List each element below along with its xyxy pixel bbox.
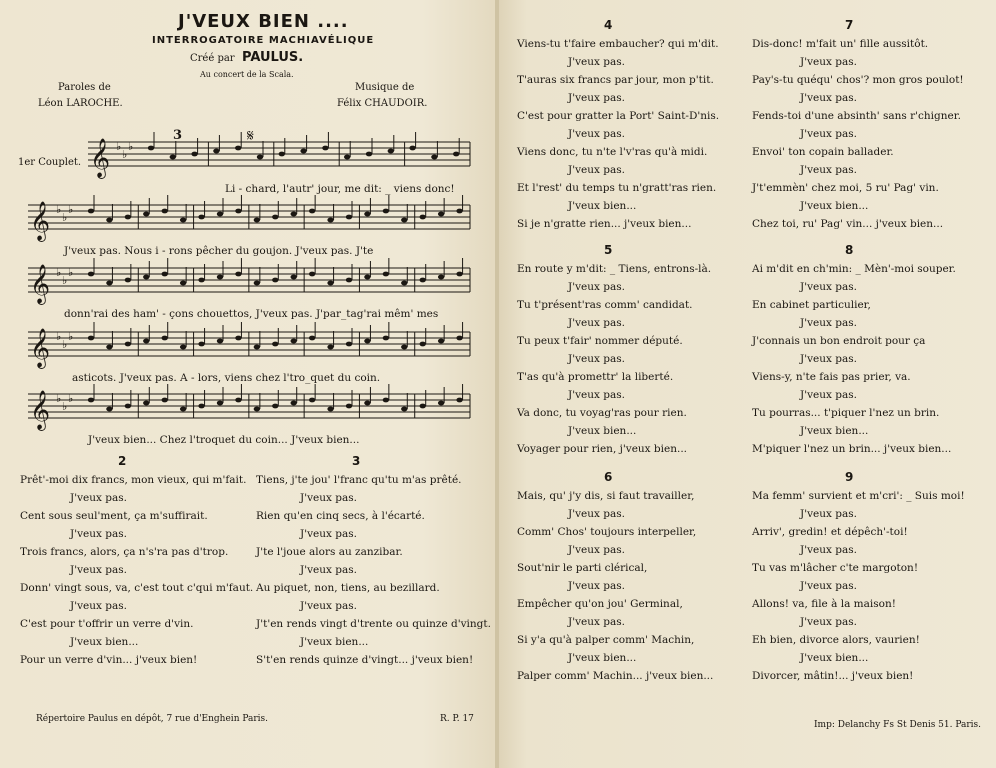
note-head xyxy=(257,155,263,160)
note-head xyxy=(401,281,407,286)
verse-line: Si je n'gratte rien... j'veux bien... xyxy=(517,218,692,230)
note-head xyxy=(322,146,328,151)
refrain-line: J'veux pas. xyxy=(568,580,625,592)
note-head xyxy=(180,218,186,223)
refrain-line: J'veux bien... xyxy=(800,425,869,437)
note-head xyxy=(364,212,370,217)
note-head xyxy=(106,407,112,412)
treble-clef: 𝄞 xyxy=(30,264,51,304)
note-head xyxy=(279,152,285,157)
note-head xyxy=(309,336,315,341)
refrain-line: J'veux pas. xyxy=(70,600,127,612)
refrain-line: J'veux pas. xyxy=(800,616,857,628)
refrain-line: J'veux pas. xyxy=(568,164,625,176)
verse-line: Envoi' ton copain ballader. xyxy=(752,146,894,158)
verse-line: M'piquer l'nez un brin... j'veux bien... xyxy=(752,443,952,455)
refrain-line: J'veux pas. xyxy=(568,616,625,628)
note-head xyxy=(180,407,186,412)
note-head xyxy=(383,209,389,214)
verse-line: Divorcer, mâtin!... j'veux bien! xyxy=(752,670,914,682)
verse-line: J'te l'joue alors au zanzibar. xyxy=(256,546,403,558)
verse-line: C'est pour gratter la Port' Saint-D'nis. xyxy=(517,110,720,122)
flat-sign: ♭ xyxy=(68,266,74,279)
flat-sign: ♭ xyxy=(56,392,62,405)
note-head xyxy=(291,275,297,280)
note-head xyxy=(383,336,389,341)
note-head xyxy=(346,404,352,409)
flat-sign: ♭ xyxy=(68,392,74,405)
verse-line: Pay's-tu quéqu' chos'? mon gros poulot! xyxy=(752,74,964,86)
verse-line: S't'en rends quinze d'vingt... j'veux bien! xyxy=(256,654,474,666)
note-head xyxy=(453,152,459,157)
verse-line: Allons! va, file à la maison! xyxy=(752,598,896,610)
note-head xyxy=(272,404,278,409)
refrain-line: J'veux pas. xyxy=(300,528,357,540)
verse-line: Pour un verre d'vin... j'veux bien! xyxy=(20,654,198,666)
note-head xyxy=(217,401,223,406)
verse-line: Ai m'dit en ch'min: _ Mèn'-moi souper. xyxy=(752,263,956,275)
measure-number: 3 xyxy=(173,128,183,143)
note-head xyxy=(213,149,219,154)
note-head xyxy=(364,275,370,280)
score-lyric-line: Li - chard, l'autr' jour, me dit: _ viens donc! xyxy=(225,183,455,195)
note-head xyxy=(88,209,94,214)
verse-line: Donn' vingt sous, va, c'est tout c'qui m'faut. xyxy=(20,582,254,594)
refrain-line: J'veux pas. xyxy=(70,528,127,540)
refrain-line: J'veux pas. xyxy=(568,508,625,520)
verse-number: 9 xyxy=(845,470,854,484)
song-subtitle: INTERROGATOIRE MACHIAVÉLIQUE xyxy=(152,35,375,46)
note-head xyxy=(235,336,241,341)
note-head xyxy=(125,278,131,283)
verse-line: En cabinet particulier, xyxy=(752,299,871,311)
verse-number: 5 xyxy=(604,243,613,257)
note-head xyxy=(401,218,407,223)
note-head xyxy=(291,401,297,406)
verse-line: Et l'rest' du temps tu n'gratt'ras rien. xyxy=(517,182,717,194)
note-head xyxy=(125,215,131,220)
note-head xyxy=(272,342,278,347)
refrain-line: J'veux pas. xyxy=(70,492,127,504)
verse-line: Palper comm' Machin... j'veux bien... xyxy=(517,670,714,682)
flat-sign: ♭ xyxy=(62,274,68,287)
music-score xyxy=(0,0,497,460)
note-head xyxy=(254,345,260,350)
note-head xyxy=(106,345,112,350)
refrain-line: J'veux bien... xyxy=(800,200,869,212)
note-head xyxy=(309,398,315,403)
note-head xyxy=(198,404,204,409)
verse-line: Tu peux t'fair' nommer député. xyxy=(517,335,683,347)
verse-line: Arriv', gredin! et dépêch'-toi! xyxy=(752,526,908,538)
refrain-line: J'veux bien... xyxy=(70,636,139,648)
verse-line: Tu pourras... t'piquer l'nez un brin. xyxy=(752,407,940,419)
note-head xyxy=(272,278,278,283)
verse-line: Dis-donc! m'fait un' fille aussitôt. xyxy=(752,38,929,50)
note-head xyxy=(364,401,370,406)
refrain-line: J'veux bien... xyxy=(568,652,637,664)
note-head xyxy=(383,272,389,277)
refrain-line: J'veux pas. xyxy=(568,317,625,329)
refrain-line: J'veux pas. xyxy=(568,56,625,68)
note-head xyxy=(191,152,197,157)
score-lyric-line: donn'rai des ham' - çons chouettos, J'veux pas. J'par_tag'rai mêm' mes xyxy=(64,308,439,320)
flat-sign: ♭ xyxy=(128,140,134,153)
note-head xyxy=(254,407,260,412)
note-head xyxy=(88,398,94,403)
note-head xyxy=(420,342,426,347)
note-head xyxy=(217,212,223,217)
note-head xyxy=(272,215,278,220)
treble-clef: 𝄞 xyxy=(90,138,111,178)
note-head xyxy=(162,209,168,214)
note-head xyxy=(162,398,168,403)
verse-line: En route y m'dit: _ Tiens, entrons-là. xyxy=(517,263,712,275)
composer: Félix CHAUDOIR. xyxy=(337,98,428,109)
refrain-line: J'veux pas. xyxy=(300,600,357,612)
note-head xyxy=(456,209,462,214)
verse-number: 3 xyxy=(352,454,361,468)
note-head xyxy=(438,275,444,280)
note-head xyxy=(420,404,426,409)
refrain-line: J'veux pas. xyxy=(800,281,857,293)
note-head xyxy=(125,342,131,347)
verse-line: Tiens, j'te jou' l'franc qu'tu m'as prêté. xyxy=(256,474,462,486)
note-head xyxy=(346,278,352,283)
note-head xyxy=(235,146,241,151)
couplet-label: 1er Couplet. xyxy=(18,157,82,168)
verse-line: Tu vas m'lâcher c'te margoton! xyxy=(752,562,919,574)
note-head xyxy=(309,209,315,214)
footer-publisher: Répertoire Paulus en dépôt, 7 rue d'Enghein Paris. xyxy=(36,714,269,724)
verse-line: Rien qu'en cinq secs, à l'écarté. xyxy=(256,510,425,522)
flat-sign: ♭ xyxy=(116,140,122,153)
verse-line: Au piquet, non, tiens, au bezillard. xyxy=(256,582,440,594)
note-head xyxy=(346,215,352,220)
refrain-line: J'veux pas. xyxy=(800,317,857,329)
verse-line: T'as qu'à promettr' la liberté. xyxy=(517,371,674,383)
note-head xyxy=(162,336,168,341)
note-head xyxy=(388,149,394,154)
score-lyric-line: J'veux bien... Chez l'troquet du coin... J'veux bien... xyxy=(88,434,360,446)
verse-line: Viens-y, n'te fais pas prier, va. xyxy=(752,371,911,383)
verse-line: Voyager pour rien, j'veux bien... xyxy=(517,443,687,455)
flat-sign: ♭ xyxy=(56,266,62,279)
footer-printer: Imp: Delanchy Fs St Denis 51. Paris. xyxy=(814,720,982,730)
note-head xyxy=(180,345,186,350)
verse-line: Comm' Chos' toujours interpeller, xyxy=(517,526,697,538)
created-by-prefix: Créé par xyxy=(190,53,235,64)
verse-number: 8 xyxy=(845,243,854,257)
note-head xyxy=(309,272,315,277)
footer-code: R. P. 17 xyxy=(440,714,474,724)
verse-line: J'connais un bon endroit pour ça xyxy=(752,335,926,347)
note-head xyxy=(217,275,223,280)
note-head xyxy=(420,278,426,283)
refrain-line: J'veux pas. xyxy=(300,564,357,576)
performer-name: PAULUS. xyxy=(242,50,304,65)
note-head xyxy=(438,339,444,344)
verse-line: Empêcher qu'on jou' Germinal, xyxy=(517,598,683,610)
refrain-line: J'veux pas. xyxy=(568,353,625,365)
note-head xyxy=(401,407,407,412)
flat-sign: ♭ xyxy=(122,148,128,161)
flat-sign: ♭ xyxy=(62,211,68,224)
refrain-line: J'veux pas. xyxy=(800,389,857,401)
refrain-line: J'veux bien... xyxy=(800,652,869,664)
verse-line: Tu t'présent'ras comm' candidat. xyxy=(517,299,693,311)
treble-clef: 𝄞 xyxy=(30,390,51,430)
verse-line: Viens-tu t'faire embaucher? qui m'dit. xyxy=(517,38,719,50)
refrain-line: J'veux pas. xyxy=(800,92,857,104)
note-head xyxy=(198,278,204,283)
note-head xyxy=(148,146,154,151)
treble-clef: 𝄞 xyxy=(30,328,51,368)
note-head xyxy=(88,336,94,341)
note-head xyxy=(254,281,260,286)
note-head xyxy=(300,149,306,154)
note-head xyxy=(198,342,204,347)
refrain-line: J'veux pas. xyxy=(800,353,857,365)
verse-line: Mais, qu' j'y dis, si faut travailler, xyxy=(517,490,695,502)
note-head xyxy=(235,272,241,277)
verse-line: Ma femm' survient et m'cri': _ Suis moi! xyxy=(752,490,965,502)
venue: Au concert de la Scala. xyxy=(200,70,294,79)
note-head xyxy=(420,215,426,220)
note-head xyxy=(327,407,333,412)
note-head xyxy=(344,155,350,160)
note-head xyxy=(106,218,112,223)
verse-number: 6 xyxy=(604,470,613,484)
note-head xyxy=(431,155,437,160)
flat-sign: ♭ xyxy=(62,338,68,351)
refrain-line: J'veux pas. xyxy=(568,544,625,556)
refrain-line: J'veux pas. xyxy=(800,128,857,140)
flat-sign: ♭ xyxy=(62,400,68,413)
note-head xyxy=(366,152,372,157)
note-head xyxy=(235,398,241,403)
refrain-line: J'veux pas. xyxy=(300,492,357,504)
note-head xyxy=(383,398,389,403)
refrain-line: J'veux pas. xyxy=(800,580,857,592)
score-lyric-line: asticots. J'veux pas. A - lors, viens chez l'tro_quet du coin. xyxy=(72,372,381,384)
refrain-line: J'veux pas. xyxy=(800,508,857,520)
song-title: J'VEUX BIEN .... xyxy=(178,11,349,32)
refrain-line: J'veux bien... xyxy=(300,636,369,648)
verse-line: J't'en rends vingt d'trente ou quinze d'vingt. xyxy=(256,618,491,630)
refrain-line: J'veux pas. xyxy=(568,389,625,401)
note-head xyxy=(327,345,333,350)
refrain-line: J'veux pas. xyxy=(568,92,625,104)
note-head xyxy=(88,272,94,277)
verse-line: Cent sous seul'ment, ça m'suffirait. xyxy=(20,510,208,522)
refrain-line: J'veux pas. xyxy=(800,544,857,556)
note-head xyxy=(327,281,333,286)
verse-number: 2 xyxy=(118,454,127,468)
verse-line: Fends-toi d'une absinth' sans r'chigner. xyxy=(752,110,961,122)
flat-sign: ♭ xyxy=(68,330,74,343)
verse-line: Trois francs, alors, ça n's'ra pas d'trop. xyxy=(20,546,229,558)
music-label: Musique de xyxy=(355,82,415,93)
note-head xyxy=(143,212,149,217)
note-head xyxy=(143,401,149,406)
verse-number: 7 xyxy=(845,18,854,32)
note-head xyxy=(235,209,241,214)
refrain-line: J'veux pas. xyxy=(568,128,625,140)
note-head xyxy=(198,215,204,220)
note-head xyxy=(327,218,333,223)
note-head xyxy=(401,345,407,350)
lyrics-label: Paroles de xyxy=(58,82,111,93)
flat-sign: ♭ xyxy=(68,203,74,216)
verse-line: Si y'a qu'à palper comm' Machin, xyxy=(517,634,695,646)
verse-line: Prêt'-moi dix francs, mon vieux, qui m'fait. xyxy=(20,474,247,486)
verse-line: Sout'nir le parti clérical, xyxy=(517,562,648,574)
verse-line: Va donc, tu voyag'ras pour rien. xyxy=(517,407,687,419)
note-head xyxy=(143,339,149,344)
note-head xyxy=(409,146,415,151)
verse-line: J't'emmèn' chez moi, 5 ru' Pag' vin. xyxy=(752,182,939,194)
note-head xyxy=(125,404,131,409)
note-head xyxy=(346,342,352,347)
segno-mark: 𝄋 xyxy=(247,126,254,145)
verse-number: 4 xyxy=(604,18,613,32)
lyricist: Léon LAROCHE. xyxy=(38,98,123,109)
flat-sign: ♭ xyxy=(56,203,62,216)
note-head xyxy=(456,398,462,403)
note-head xyxy=(291,212,297,217)
treble-clef: 𝄞 xyxy=(30,201,51,241)
note-head xyxy=(456,336,462,341)
verse-line: Viens donc, tu n'te l'v'ras qu'à midi. xyxy=(517,146,708,158)
note-head xyxy=(438,401,444,406)
refrain-line: J'veux pas. xyxy=(70,564,127,576)
verse-line: Eh bien, divorce alors, vaurien! xyxy=(752,634,920,646)
note-head xyxy=(217,339,223,344)
refrain-line: J'veux pas. xyxy=(800,164,857,176)
verse-line: T'auras six francs par jour, mon p'tit. xyxy=(517,74,714,86)
note-head xyxy=(254,218,260,223)
refrain-line: J'veux pas. xyxy=(568,281,625,293)
refrain-line: J'veux bien... xyxy=(568,200,637,212)
refrain-line: J'veux pas. xyxy=(800,56,857,68)
note-head xyxy=(162,272,168,277)
note-head xyxy=(364,339,370,344)
refrain-line: J'veux bien... xyxy=(568,425,637,437)
score-lyric-line: J'veux pas. Nous i - rons pêcher du goujon. J'veux pas. J'te xyxy=(64,245,374,257)
verse-line: C'est pour t'offrir un verre d'vin. xyxy=(20,618,194,630)
note-head xyxy=(291,339,297,344)
verse-line: Chez toi, ru' Pag' vin... j'veux bien... xyxy=(752,218,944,230)
note-head xyxy=(170,155,176,160)
flat-sign: ♭ xyxy=(56,330,62,343)
note-head xyxy=(438,212,444,217)
note-head xyxy=(106,281,112,286)
note-head xyxy=(143,275,149,280)
note-head xyxy=(456,272,462,277)
note-head xyxy=(180,281,186,286)
